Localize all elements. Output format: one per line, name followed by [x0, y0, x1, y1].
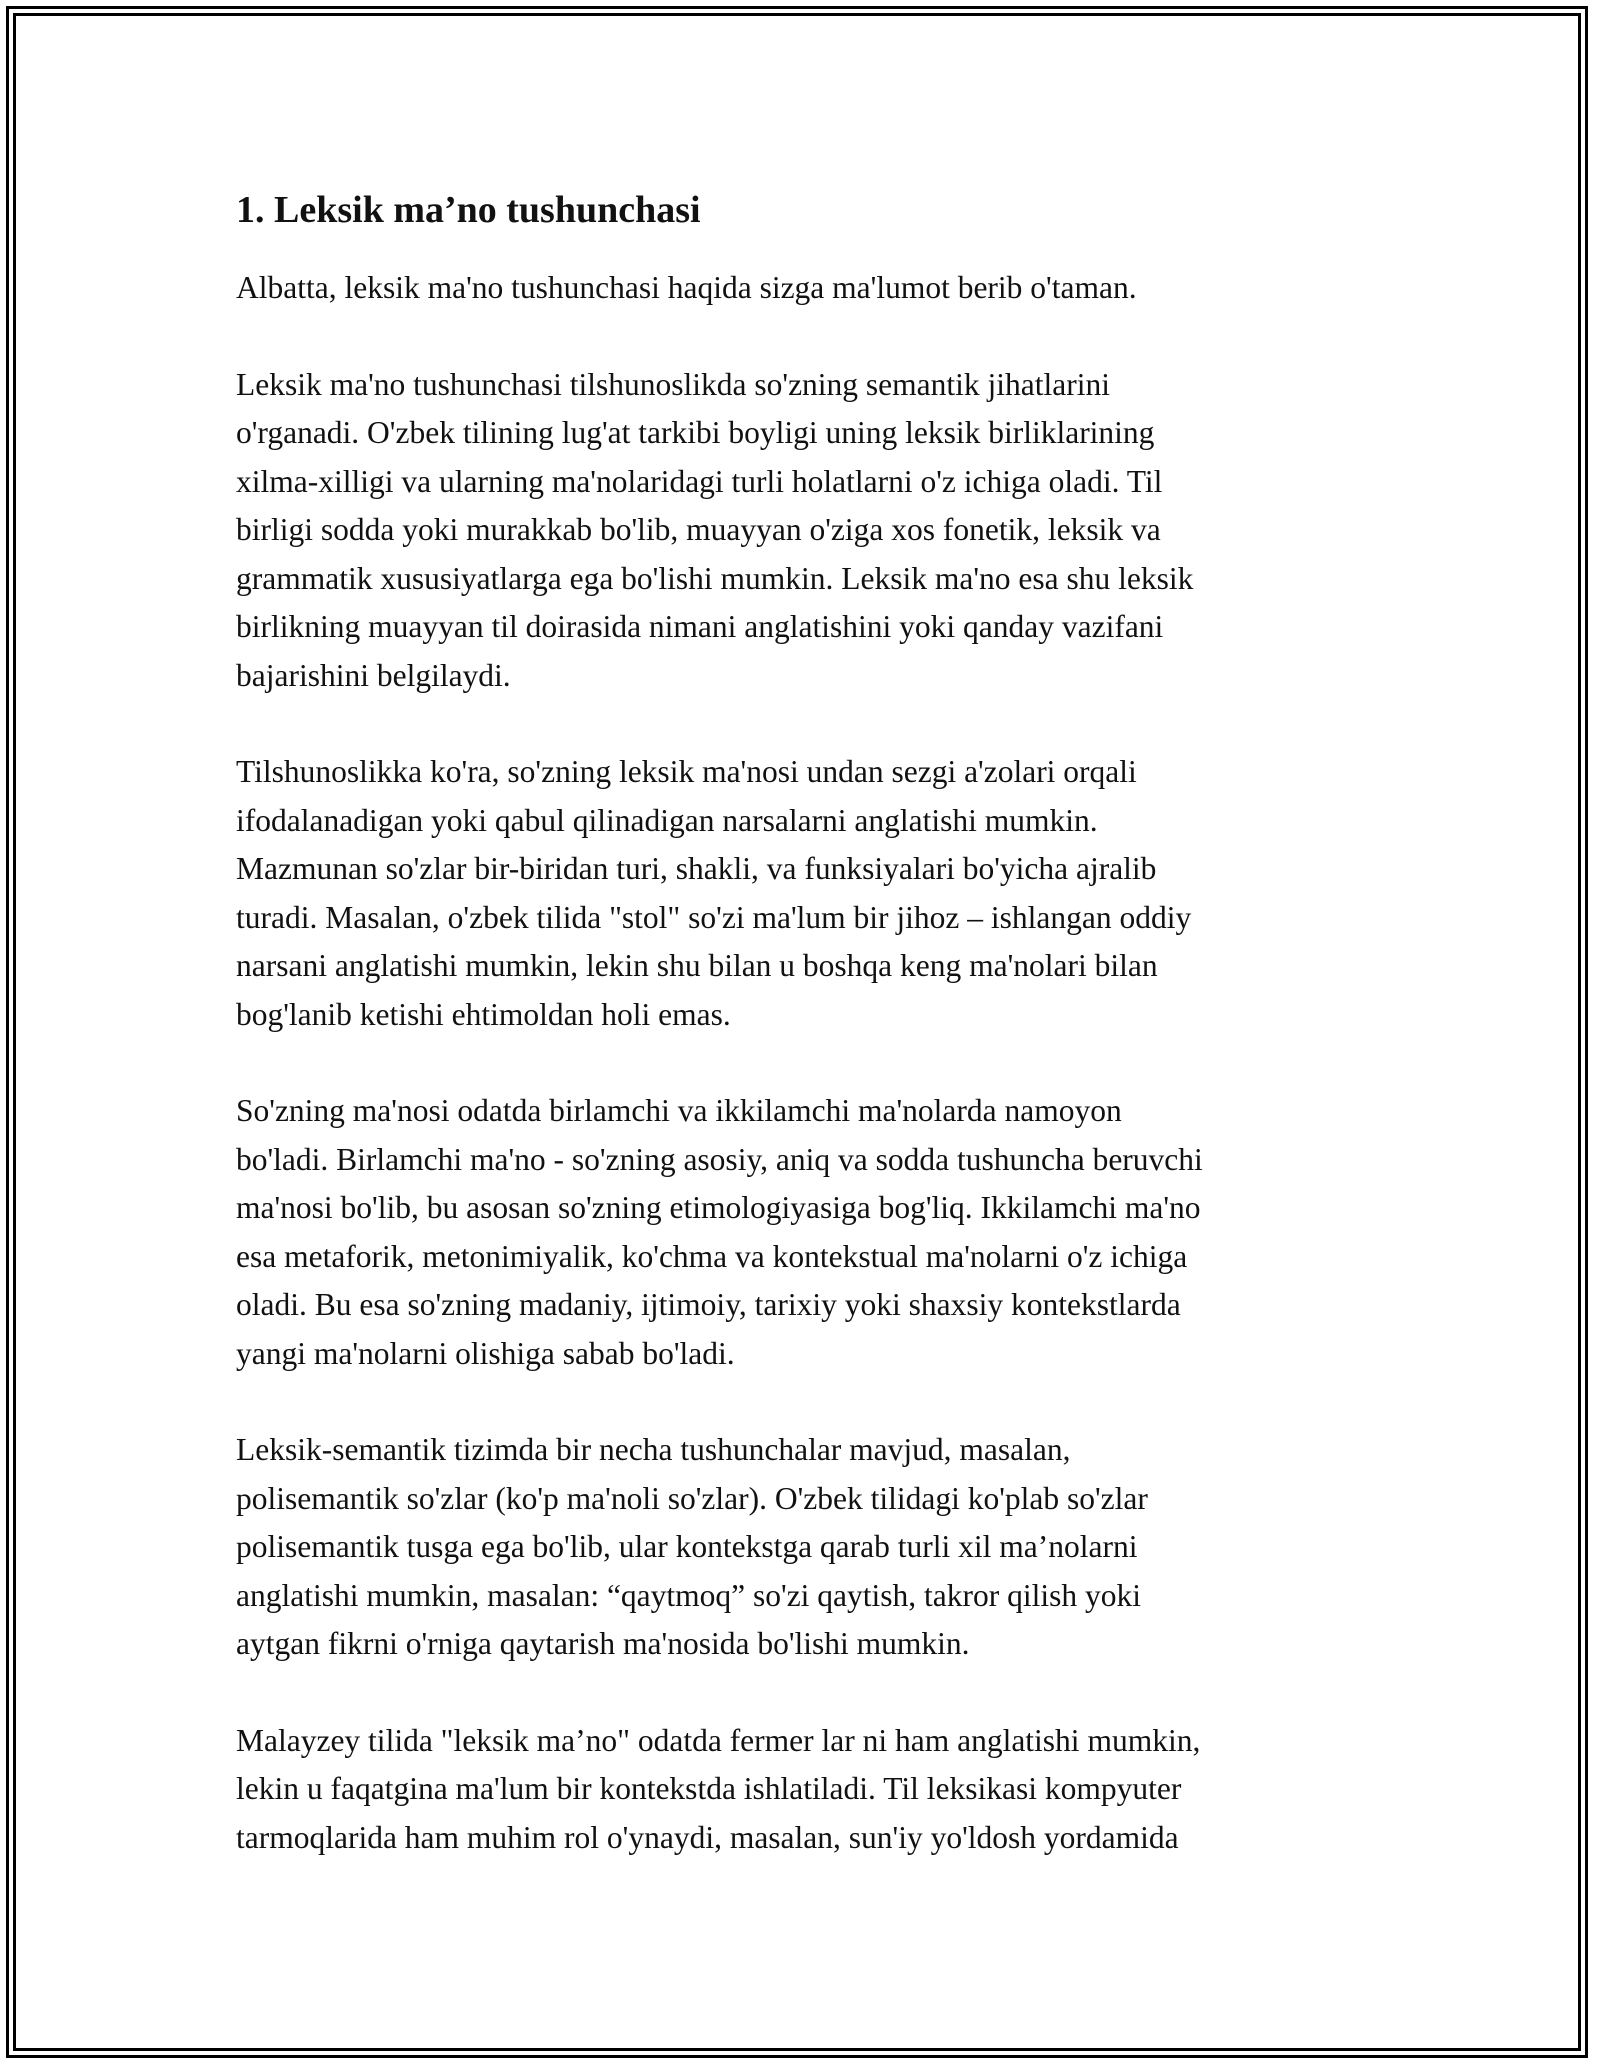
text-line: ifodalanadigan yoki qabul qilinadigan narsalarni anglatishi mumkin.	[236, 802, 1098, 838]
page-title: 1. Leksik ma’no tushunchasi	[236, 189, 701, 231]
text-line: narsani anglatishi mumkin, lekin shu bilan u boshqa keng ma'nolari bilan	[236, 948, 1158, 983]
paragraph-polysemy	[236, 1426, 1386, 1669]
document-body	[236, 186, 1386, 1910]
text-line: polisemantik tusga ega bo'lib, ular kontekstga qarab turli xil ma’nolarni	[236, 1529, 1138, 1564]
text-line: turadi. Masalan, o'zbek tilida "stol" so'zi ma'lum bir jihoz – ishlangan oddiy	[236, 899, 1192, 935]
text-line: grammatik xususiyatlarga ega bo'lishi mumkin. Leksik ma'no esa shu leksik	[236, 560, 1194, 596]
text-line: aytgan fikrni o'rniga qaytarish ma'nosida bo'lishi mumkin.	[236, 1626, 970, 1661]
paragraph-malay	[236, 1717, 1386, 1863]
text-line: polisemantik so'zlar (ko'p ma'noli so'zlar). O'zbek tilidagi ko'plab so'zlar	[236, 1480, 1148, 1516]
text-line: birlikning muayyan til doirasida nimani anglatishini yoki qanday vazifani	[236, 609, 1164, 644]
text-line: Albatta, leksik ma'no tushunchasi haqida sizga ma'lumot berib o'taman.	[236, 270, 1137, 305]
text-line: tarmoqlarida ham muhim rol o'ynaydi, masalan, sun'iy yo'ldosh yordamida	[236, 1819, 1179, 1855]
text-line: Leksik ma'no tushunchasi tilshunoslikda so'zning semantik jihatlarini	[236, 366, 1110, 402]
paragraph-primary-secondary	[236, 1087, 1386, 1378]
paragraph-definition	[236, 361, 1386, 701]
text-line: xilma-xilligi va ularning ma'nolaridagi turli holatlarni o'z ichiga oladi. Til	[236, 463, 1163, 499]
text-line: o'rganadi. O'zbek tilining lug'at tarkibi boyligi uning leksik birliklarining	[236, 415, 1155, 450]
text-line: esa metaforik, metonimiyalik, ko'chma va kontekstual ma'nolarni o'z ichiga	[236, 1238, 1188, 1274]
text-line: Leksik-semantik tizimda bir necha tushunchalar mavjud, masalan,	[236, 1432, 1071, 1467]
text-line: birligi sodda yoki murakkab bo'lib, muayyan o'ziga xos fonetik, leksik va	[236, 512, 1161, 547]
text-line: lekin u faqatgina ma'lum bir kontekstda ishlatiladi. Til leksikasi kompyuter	[236, 1771, 1182, 1806]
text-line: yangi ma'nolarni olishiga sabab bo'ladi.	[236, 1335, 735, 1371]
text-line: bo'ladi. Birlamchi ma'no - so'zning asosiy, aniq va sodda tushuncha beruvchi	[236, 1141, 1203, 1177]
text-line: Tilshunoslikka ko'ra, so'zning leksik ma'nosi undan sezgi a'zolari orqali	[236, 754, 1137, 789]
paragraph-senses	[236, 748, 1386, 1039]
text-line: Malayzey tilida "leksik ma’no" odatda fermer lar ni ham anglatishi mumkin,	[236, 1722, 1201, 1758]
text-line: Mazmunan so'zlar bir-biridan turi, shakli, va funksiyalari bo'yicha ajralib	[236, 851, 1157, 886]
text-line: anglatishi mumkin, masalan: “qaytmoq” so'zi qaytish, takror qilish yoki	[236, 1577, 1142, 1613]
text-line: bajarishini belgilaydi.	[236, 657, 511, 693]
paragraph-intro	[236, 264, 1386, 313]
text-line: bog'lanib ketishi ehtimoldan holi emas.	[236, 996, 731, 1032]
text-line: ma'nosi bo'lib, bu asosan so'zning etimologiyasiga bog'liq. Ikkilamchi ma'no	[236, 1190, 1201, 1225]
text-line: So'zning ma'nosi odatda birlamchi va ikkilamchi ma'nolarda namoyon	[236, 1093, 1122, 1128]
text-line: oladi. Bu esa so'zning madaniy, ijtimoiy, tarixiy yoki shaxsiy kontekstlarda	[236, 1287, 1181, 1322]
